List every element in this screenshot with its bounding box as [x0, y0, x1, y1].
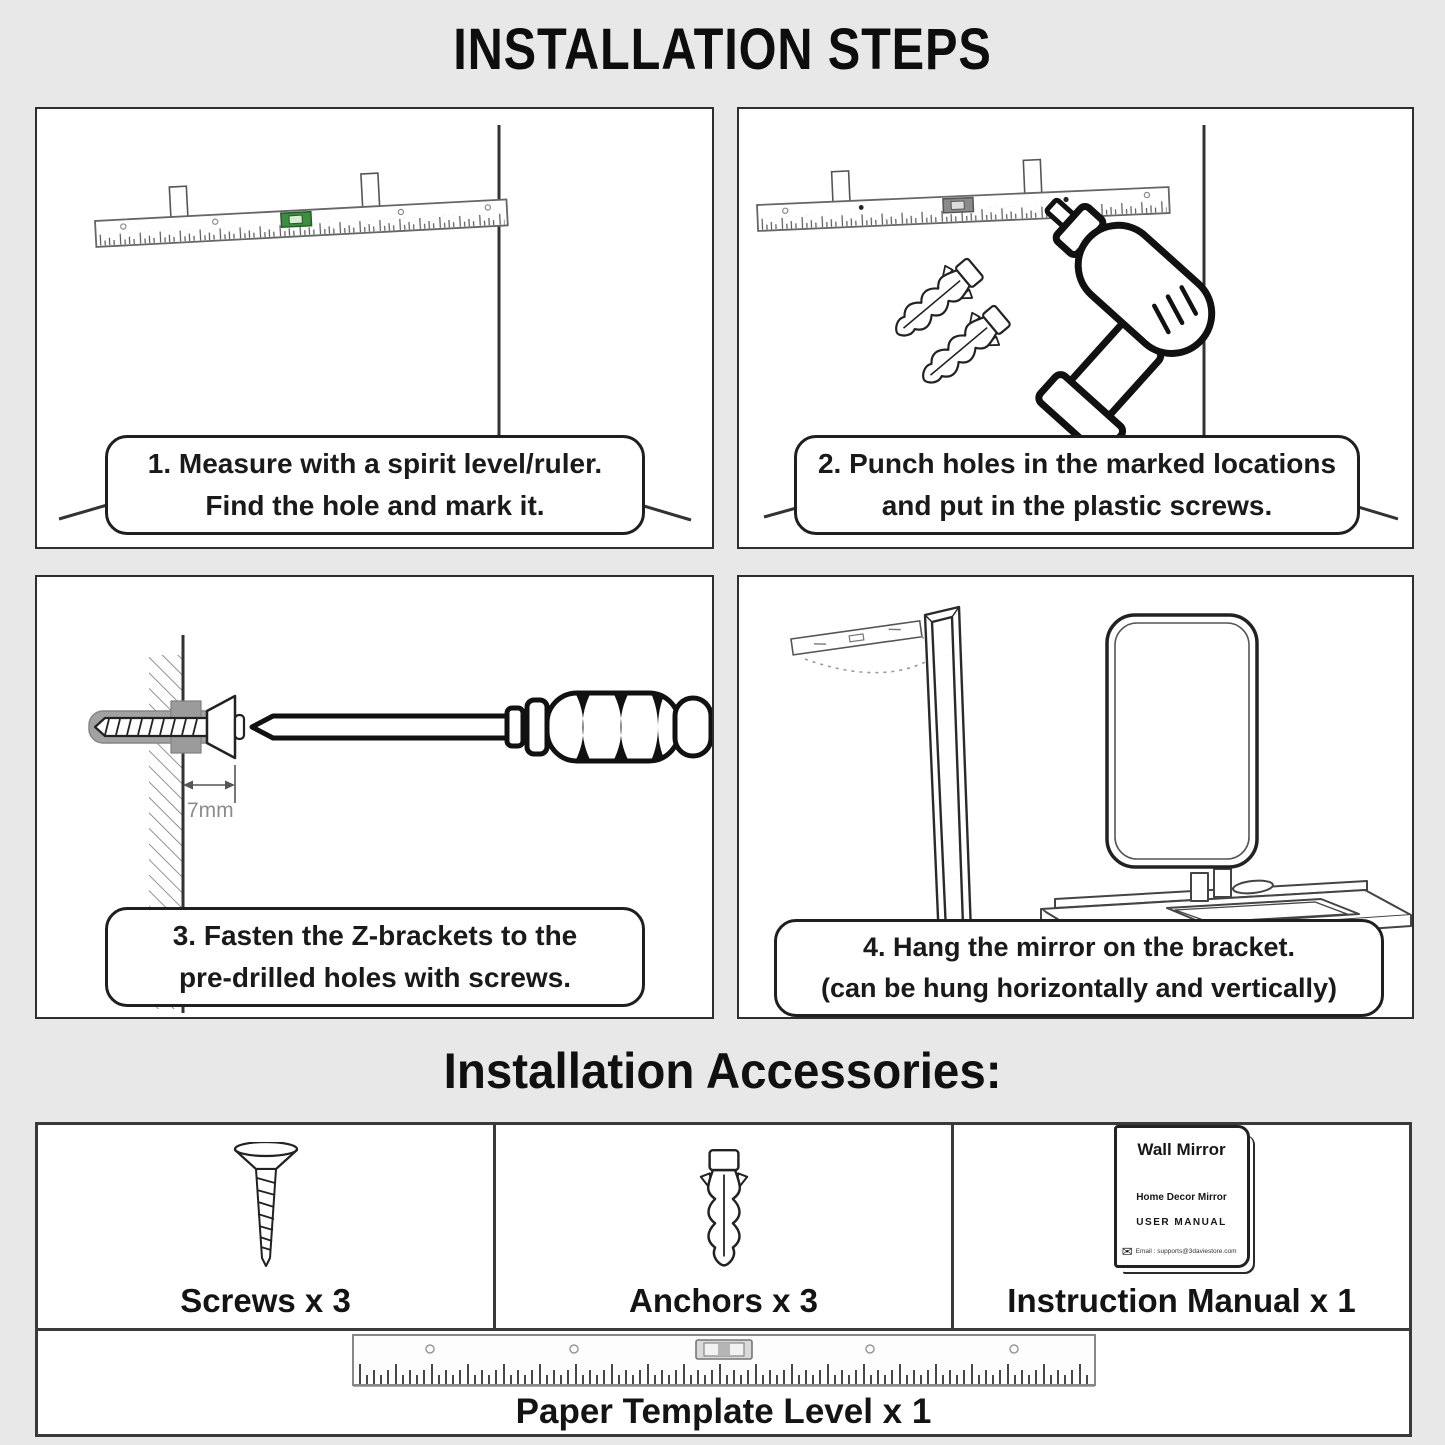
svg-text:7mm: 7mm — [187, 799, 234, 822]
page-title-text: INSTALLATION STEPS — [453, 17, 992, 82]
page-title — [0, 16, 1445, 83]
manual-type-line: USER MANUAL — [1136, 1217, 1227, 1228]
step-caption — [774, 919, 1384, 1017]
spirit-level-ruler-icon — [93, 166, 508, 246]
accessory-cell-anchors — [493, 1125, 951, 1328]
step-caption-line: 3. Fasten the Z-brackets to the — [172, 920, 578, 952]
manual-email-row — [1122, 1245, 1242, 1258]
step-caption-line: 1. Measure with a spirit level/ruler. — [147, 448, 603, 480]
mirror-side-view — [925, 607, 971, 941]
step-caption — [105, 907, 645, 1007]
mirror-front-view — [1107, 615, 1257, 867]
user-manual-icon — [1114, 1125, 1250, 1268]
step-panel-1 — [35, 107, 714, 549]
manual-title: Wall Mirror — [1137, 1140, 1226, 1159]
accessory-label: Anchors x 3 — [629, 1282, 818, 1319]
step-caption-line: pre-drilled holes with screws. — [178, 961, 572, 993]
accessory-cell-screws — [38, 1125, 493, 1328]
step-caption-line: 2. Punch holes in the marked locations — [817, 448, 1337, 480]
accessory-label: Paper Template Level x 1 — [515, 1391, 932, 1431]
step-panel-4 — [737, 575, 1414, 1019]
accessory-cell-manual — [951, 1125, 1409, 1328]
accessories-table — [35, 1122, 1412, 1437]
step-caption-line: and put in the plastic screws. — [881, 489, 1273, 521]
accessories-heading-text: Installation Accessories: — [443, 1043, 1002, 1099]
envelope-icon: ✉ — [1121, 1244, 1133, 1259]
step-panel-2 — [737, 107, 1414, 549]
anchor-icon — [693, 1148, 755, 1272]
bubble-level-icon — [943, 198, 974, 213]
paper-template-level-icon — [352, 1334, 1096, 1388]
screwdriver-icon — [252, 689, 711, 765]
screw-icon — [232, 1142, 300, 1272]
step-caption-line: (can be hung horizontally and vertically) — [820, 972, 1338, 1003]
spirit-level-ruler-icon — [756, 154, 1170, 231]
accessory-label: Screws x 3 — [180, 1282, 351, 1319]
step-caption-line: 4. Hang the mirror on the bracket. — [862, 932, 1296, 963]
step-caption-line: Find the hole and mark it. — [205, 489, 545, 521]
manual-subtitle: Home Decor Mirror — [1136, 1192, 1227, 1203]
bubble-level-icon — [281, 212, 312, 228]
manual-email: Email : supports@3daviestore.com — [1135, 1248, 1237, 1255]
step-caption — [105, 435, 645, 535]
bubble-level-icon — [696, 1340, 752, 1359]
accessories-heading — [0, 1042, 1445, 1100]
step-caption — [794, 435, 1360, 535]
accessory-cell-template — [38, 1331, 1409, 1434]
step-panel-3 — [35, 575, 714, 1019]
bracket-strip-icon — [791, 621, 922, 655]
accessories-row — [38, 1125, 1409, 1331]
dimension-7mm — [183, 765, 235, 822]
accessory-label: Instruction Manual x 1 — [1007, 1282, 1356, 1319]
